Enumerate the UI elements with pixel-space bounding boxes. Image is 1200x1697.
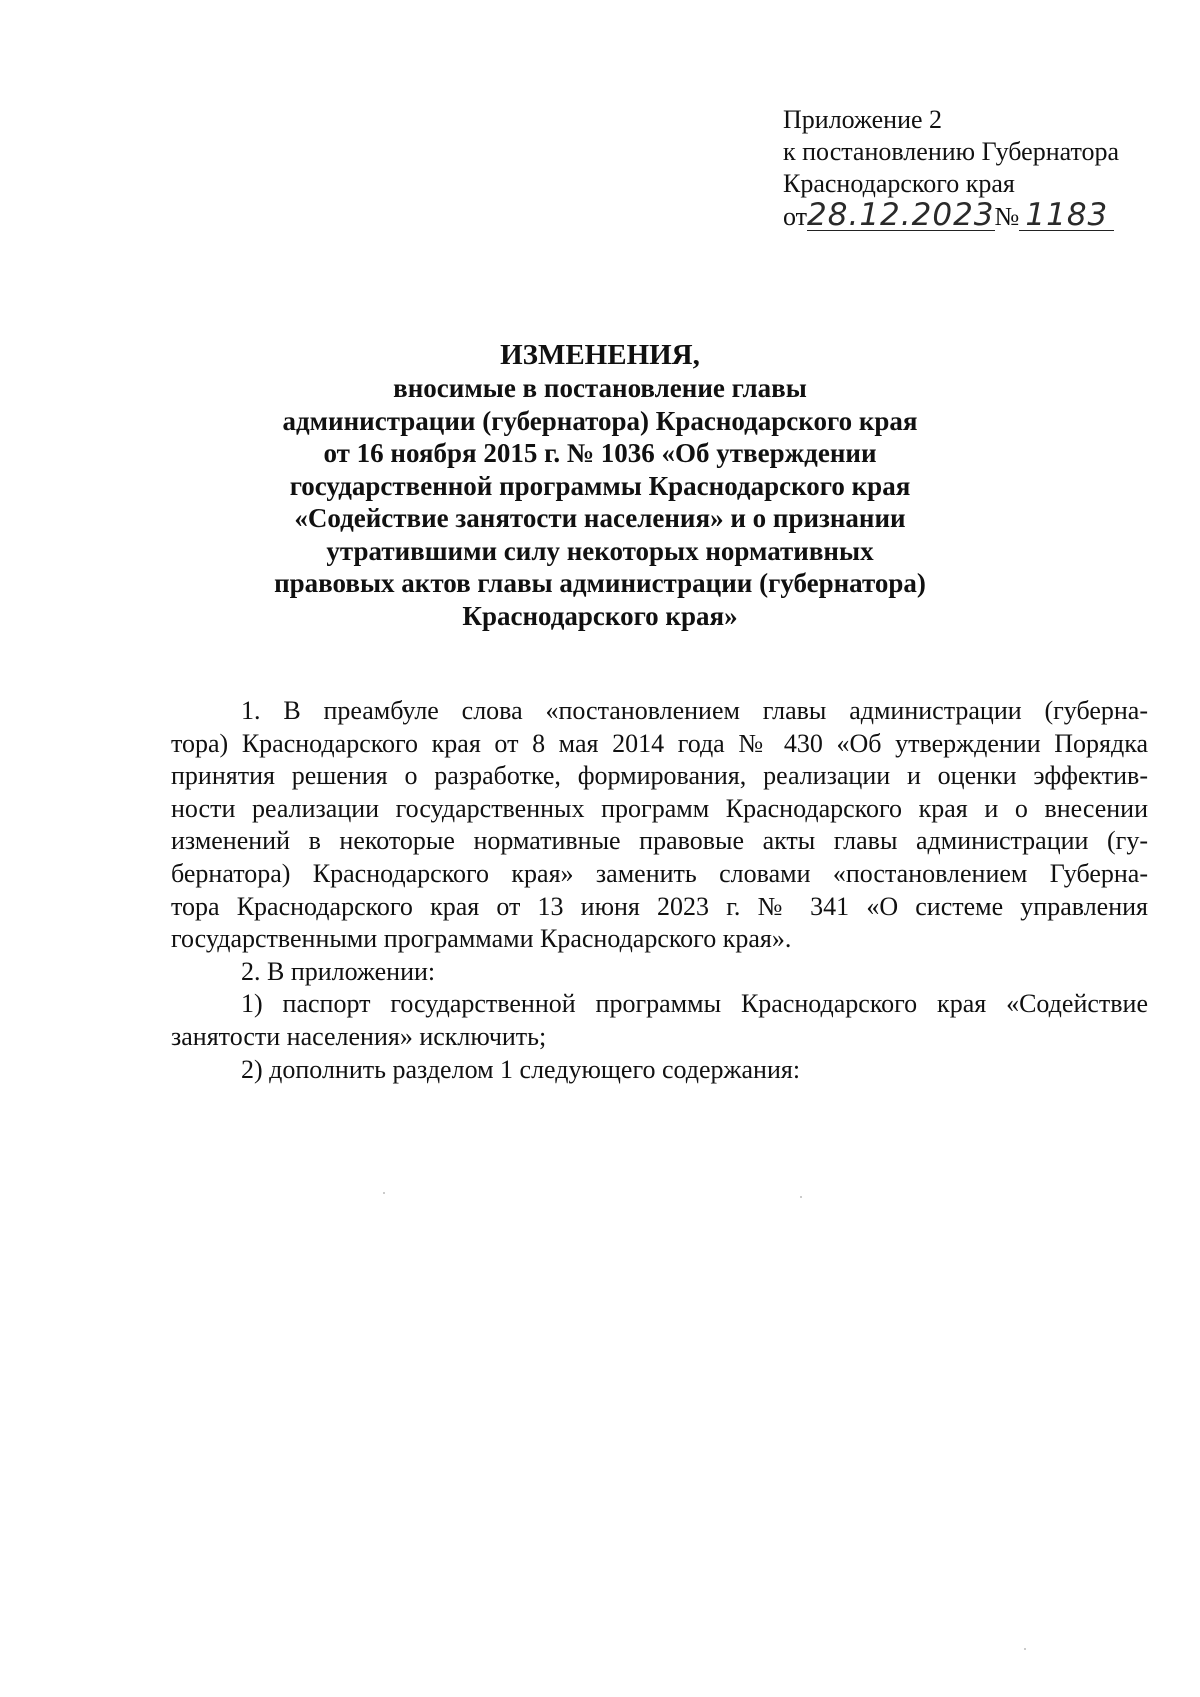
paragraph-2 — [171, 956, 1148, 989]
paragraph-line: принятия решения о разработке, формирования, реализации и оценки эффектив- — [171, 761, 1148, 791]
date-prefix: от — [783, 202, 808, 231]
paragraph-line: государственными программами Краснодарского края». — [171, 924, 792, 954]
scan-speck — [800, 1196, 802, 1198]
paragraph-line: 1) паспорт государственной программы Краснодарского края «Содействие — [241, 989, 1148, 1019]
appendix-date-line — [783, 197, 1173, 233]
paragraph-line: тора) Краснодарского края от 8 мая 2014 года № 430 «Об утверждении Порядка — [171, 728, 1148, 758]
document-body — [171, 695, 1148, 1086]
title-subline: «Содействие занятости населения» и о признании — [294, 503, 906, 533]
appendix-reference: к постановлению Губернатора — [783, 137, 1120, 166]
title-subline: от 16 ноября 2015 г. № 1036 «Об утверждении — [323, 438, 877, 468]
scan-speck — [383, 1192, 385, 1194]
paragraph-line: тора Краснодарского края от 13 июня 2023 г. № 341 «О системе управления — [171, 891, 1148, 921]
handwritten-date: 28.12.2023 — [807, 197, 995, 233]
title-subline: утратившими силу некоторых нормативных — [326, 535, 874, 566]
number-prefix: № — [994, 202, 1020, 231]
title-subline: администрации (губернатора) Краснодарского края — [282, 405, 918, 436]
document-title-block — [240, 338, 960, 632]
paragraph-line: 1. В преамбуле слова «постановлением главы администрации (губерна- — [241, 696, 1148, 725]
appendix-number: Приложение 2 — [783, 105, 943, 134]
paragraph-line: 2. В приложении: — [241, 956, 436, 986]
paragraph-line: 2) дополнить разделом 1 следующего содержания: — [241, 1054, 801, 1084]
paragraph-1 — [171, 695, 1148, 956]
paragraph-4 — [171, 1054, 1148, 1087]
handwritten-number: 1183 — [1019, 200, 1114, 231]
title-subline: правовых актов главы администрации (губернатора) — [274, 568, 926, 598]
scan-speck — [1024, 1648, 1026, 1650]
document-title: ИЗМЕНЕНИЯ, — [500, 339, 700, 371]
paragraph-line: ности реализации государственных программ Краснодарского края и о внесении — [171, 793, 1148, 823]
title-subline: Краснодарского края» — [462, 600, 738, 631]
paragraph-line: занятости населения» исключить; — [171, 1021, 547, 1051]
paragraph-line: изменений в некоторые нормативные правовые акты главы администрации (гу- — [171, 826, 1148, 856]
title-subline: вносимые в постановление главы — [393, 373, 807, 403]
appendix-block — [783, 104, 1173, 233]
appendix-region: Краснодарского края — [783, 169, 1015, 198]
paragraph-line: бернатора) Краснодарского края» заменить словами «постановлением Губерна- — [171, 858, 1148, 888]
paragraph-3 — [171, 988, 1148, 1053]
title-subline: государственной программы Краснодарского края — [289, 470, 911, 501]
